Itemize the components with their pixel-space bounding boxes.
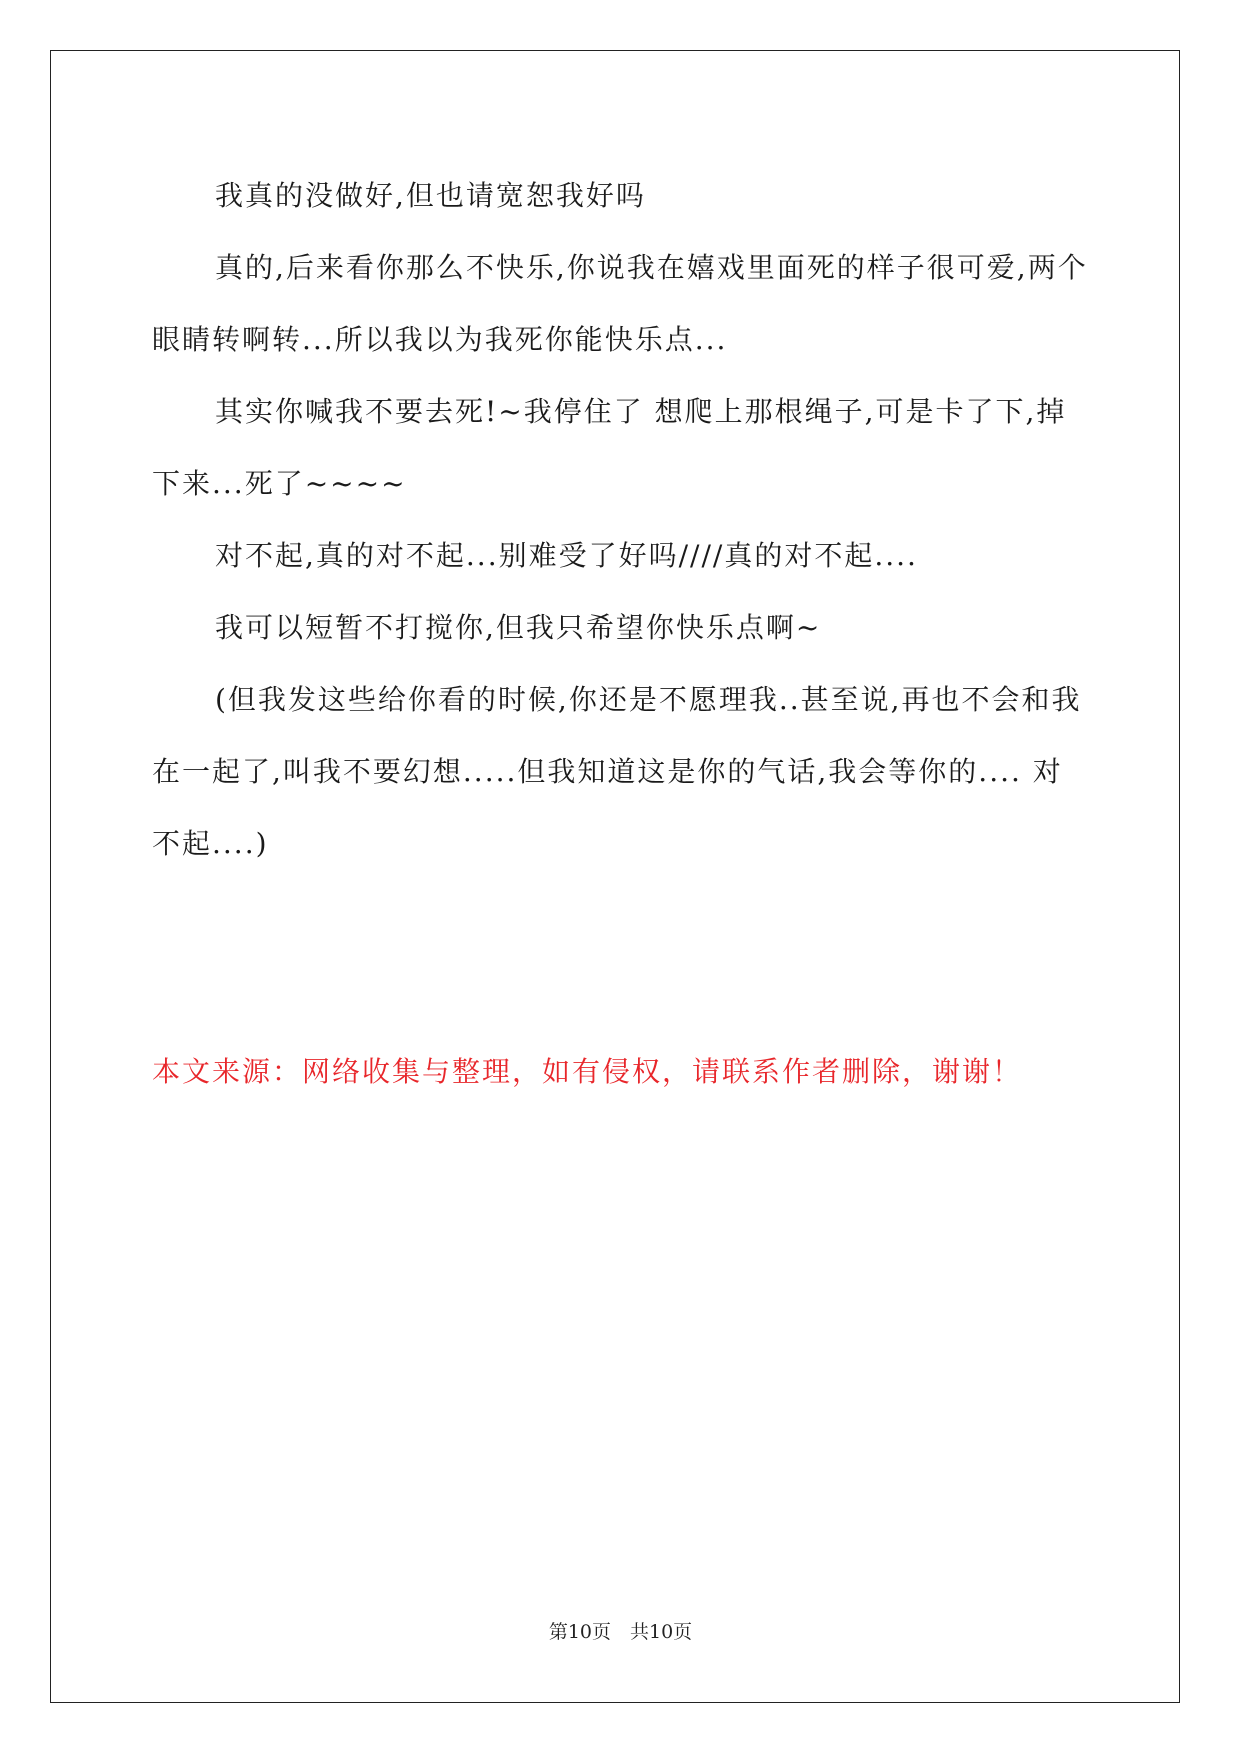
paragraph-2: 真的,后来看你那么不快乐,你说我在嬉戏里面死的样子很可爱,两个眼睛转啊转...所以我以为我死你能快乐点... xyxy=(152,251,1088,356)
page-number-footer: 第10页 共10页 xyxy=(548,1621,693,1643)
source-note: 本文来源：网络收集与整理，如有侵权，请联系作者删除，谢谢！ xyxy=(152,1055,1023,1088)
paragraph-3: 其实你喊我不要去死!~我停住了 想爬上那根绳子,可是卡了下,掉下来...死了~~~~ xyxy=(152,395,1067,500)
document-body xyxy=(152,160,1092,880)
paragraph-5: 我可以短暂不打搅你,但我只希望你快乐点啊~ xyxy=(215,611,822,644)
paragraph-1: 我真的没做好,但也请宽恕我好吗 xyxy=(215,179,646,212)
paragraph-4: 对不起,真的对不起...别难受了好吗////真的对不起.... xyxy=(215,539,918,572)
paragraph-6: (但我发这些给你看的时候,你还是不愿理我..甚至说,再也不会和我在一起了,叫我不要幻想.....但我知道这是你的气话,我会等你的.... 对不起....) xyxy=(152,683,1082,860)
